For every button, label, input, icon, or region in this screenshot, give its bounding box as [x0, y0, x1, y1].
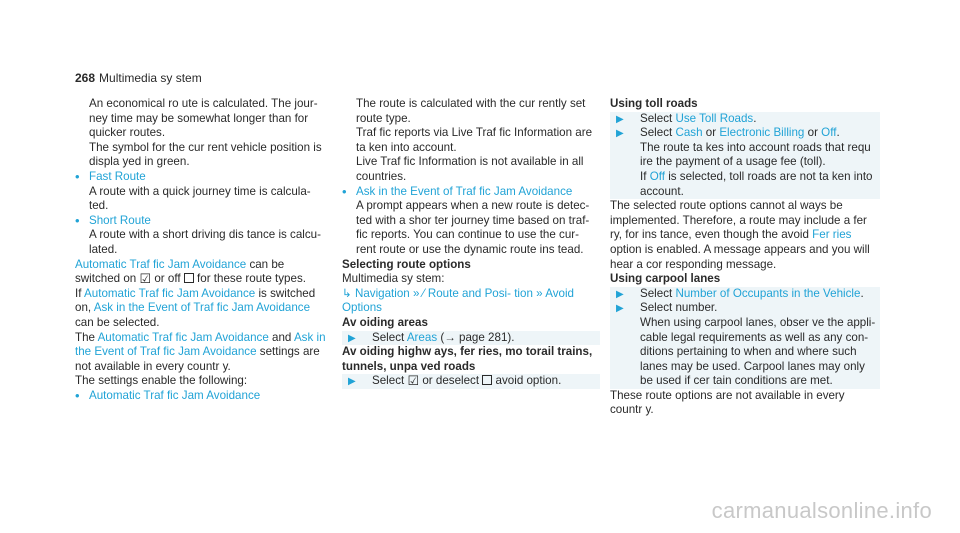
checkbox-checked-icon: ☑: [407, 373, 420, 389]
heading: Selecting route options: [342, 257, 471, 271]
link-atja[interactable]: Automatic Traf fic Jam Avoidance: [75, 257, 247, 271]
link-occupants[interactable]: Number of Occupants in the Vehicle: [675, 286, 861, 300]
page-header: [75, 71, 202, 86]
menu-avoid-options[interactable]: Avoid Options: [342, 286, 574, 315]
link-ebill[interactable]: Electronic Billing: [719, 126, 805, 140]
paragraph: The symbol for the cur rent vehicle position is displa yed in green.: [89, 140, 322, 169]
column-3: [610, 97, 880, 418]
list-item: • Short Route: [75, 214, 330, 229]
paragraph: A route with a short driving dis tance is calcu‐ lated.: [89, 228, 321, 256]
heading: Av oiding highw ays, fer ries, mo torail trains, tunnels, unpa ved roads: [342, 345, 593, 373]
return-arrow-icon: ↳: [342, 286, 352, 300]
step: ▶ Select Number of Occupants in the Vehicle.: [610, 287, 880, 302]
link-ask[interactable]: Ask in the Event of Traf fic Jam Avoidance: [93, 301, 311, 315]
paragraph: A prompt appears when a new route is detec‐ ted with a shor ter journey time based on traf‐ fic reports. You can continue to use the cur‐ rent route or use the dynamic route ins tead.: [356, 199, 590, 256]
step-arrow-icon: ▶: [616, 113, 624, 125]
link-use-toll[interactable]: Use Toll Roads: [675, 111, 754, 125]
step-arrow-icon: ▶: [616, 288, 624, 300]
paragraph: The selected route options cannot al ways be implemented. Therefore, a route may include a fer ry, for ins tance, even though the avoid Fer ries option is enabled. A message appears and you will hear a cor responding message.: [610, 199, 870, 271]
paragraph: Live Traf fic Information is not available in all countries.: [356, 155, 584, 183]
list-item: • Fast Route: [75, 170, 330, 185]
watermark: carmanualsonline.info: [711, 498, 932, 524]
paragraph: The Automatic Traf fic Jam Avoidance and Ask in the Event of Traf fic Jam Avoidance settings are not available in every countr y.: [75, 330, 326, 373]
step-arrow-icon: ▶: [616, 128, 624, 140]
menu-route-position[interactable]: Route and Posi‐ tion: [427, 286, 533, 300]
list-item: • Ask in the Event of Traf fic Jam Avoidance: [342, 185, 600, 200]
step-arrow-icon: ▶: [348, 332, 356, 344]
menu-navigation[interactable]: Navigation: [354, 286, 410, 300]
paragraph: Multimedia sy stem:: [342, 272, 445, 286]
paragraph: Traf fic reports via Live Traf fic Information are ta ken into account.: [356, 126, 593, 154]
step: ▶ Select ☑ or deselect avoid option.: [342, 374, 600, 389]
list-item: • Automatic Traf fic Jam Avoidance: [75, 389, 330, 404]
heading: Using toll roads: [610, 97, 698, 110]
link-ask[interactable]: Ask in the Event of Traf fic Jam Avoidance: [75, 330, 326, 359]
heading: Av oiding areas: [342, 315, 428, 329]
link-off[interactable]: Off: [649, 169, 665, 183]
heading: Using carpool lanes: [610, 272, 721, 286]
link-off[interactable]: Off: [821, 126, 837, 140]
column-2: [342, 97, 600, 389]
step-arrow-icon: ▶: [348, 376, 356, 388]
paragraph: The route is calculated with the cur rently set route type.: [356, 97, 586, 125]
link-ferries[interactable]: Fer ries: [812, 228, 852, 242]
step: ▶ Select Areas (→ page 281).: [342, 331, 600, 346]
checkbox-empty-icon: [482, 375, 492, 385]
section-title: Multimedia sy stem: [99, 71, 202, 85]
step-arrow-icon: ▶: [616, 303, 624, 315]
paragraph: If Automatic Traf fic Jam Avoidance is switched on, Ask in the Event of Traf fic Jam Avoidance can be selected.: [75, 286, 316, 329]
paragraph: An economical ro ute is calculated. The jour‐ ney time may be somewhat longer than for quicker routes.: [89, 97, 318, 140]
link-cash[interactable]: Cash: [675, 126, 703, 140]
paragraph: Automatic Traf fic Jam Avoidance can be switched on ☑ or off for these route types.: [75, 257, 306, 287]
route-icon: ⁄: [422, 286, 425, 300]
column-1: [75, 97, 330, 403]
step: ▶ Select Cash or Electronic Billing or Off. The route ta kes into account roads that requ ire the payment of a usage fee (toll). If Off is selected, toll roads are not ta ken into account.: [610, 126, 880, 199]
double-chevron-icon: »: [412, 286, 420, 300]
page-number: 268: [75, 71, 96, 85]
checkbox-empty-icon: [184, 273, 194, 283]
link-atja[interactable]: Automatic Traf fic Jam Avoidance: [97, 330, 269, 344]
paragraph: The settings enable the following:: [75, 374, 248, 388]
menu-path: [342, 287, 600, 316]
link-atja[interactable]: Automatic Traf fic Jam Avoidance: [84, 286, 256, 300]
link-areas[interactable]: Areas: [406, 330, 438, 344]
double-chevron-icon: »: [536, 286, 543, 300]
paragraph: These route options are not available in every countr y.: [610, 388, 845, 417]
step: ▶ Select Use Toll Roads.: [610, 112, 880, 127]
checkbox-checked-icon: ☑: [139, 271, 152, 287]
step: ▶ Select number. When using carpool lanes, obser ve the appli‐ cable legal requirements as well as any con‐ ditions pertaining to when and where such lanes may be used. Carpool lanes may only be used if cer tain conditions are met.: [610, 301, 880, 389]
paragraph: A route with a quick journey time is calcula‐ ted.: [89, 184, 311, 213]
